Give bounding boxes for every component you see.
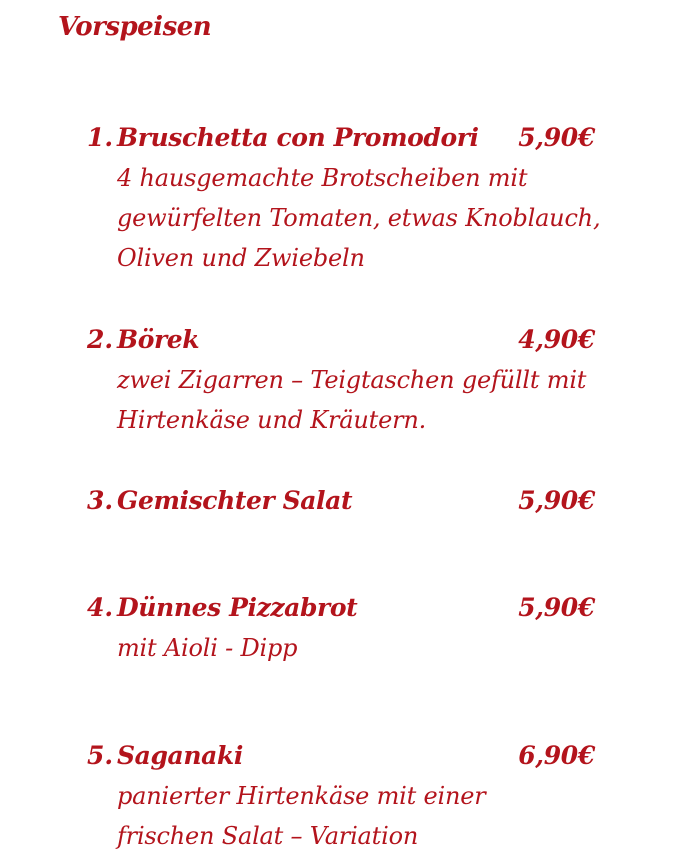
item-description: panierter Hirtenkäse mit einer frischen Salat – Variation: [117, 782, 486, 850]
menu-item-gemischter-salat: [87, 481, 602, 521]
item-price: 6,90€: [518, 741, 595, 770]
item-name: Börek: [117, 325, 200, 354]
item-description: mit Aioli - Dipp: [117, 634, 298, 662]
item-number: 2.: [87, 325, 114, 354]
menu-item-borek: [87, 320, 602, 440]
menu-item-header: [87, 736, 602, 776]
menu-item-pizzabrot: [87, 588, 602, 668]
menu-item-header: [87, 481, 602, 521]
item-number: 1.: [87, 123, 114, 152]
menu-item-header: [87, 588, 602, 628]
menu-item-header: [87, 320, 602, 360]
item-name: Saganaki: [117, 741, 243, 770]
item-price: 5,90€: [518, 486, 595, 515]
menu-item-saganaki: [87, 736, 602, 856]
item-number: 5.: [87, 741, 114, 770]
section-title: Vorspeisen: [58, 12, 212, 42]
item-name: Gemischter Salat: [117, 486, 353, 515]
item-price: 5,90€: [518, 123, 595, 152]
item-price: 4,90€: [518, 325, 595, 354]
item-number: 4.: [87, 593, 114, 622]
item-description: 4 hausgemachte Brotscheiben mit gewürfelten Tomaten, etwas Knoblauch, Oliven und Zwiebeln: [117, 164, 601, 272]
item-price: 5,90€: [518, 593, 595, 622]
item-name: Dünnes Pizzabrot: [117, 593, 358, 622]
menu-item-header: [87, 118, 602, 158]
item-description: zwei Zigarren – Teigtaschen gefüllt mit Hirtenkäse und Kräutern.: [117, 366, 587, 434]
item-number: 3.: [87, 486, 114, 515]
item-name: Bruschetta con Promodori: [117, 123, 479, 152]
menu-item-bruschetta: [87, 118, 602, 278]
